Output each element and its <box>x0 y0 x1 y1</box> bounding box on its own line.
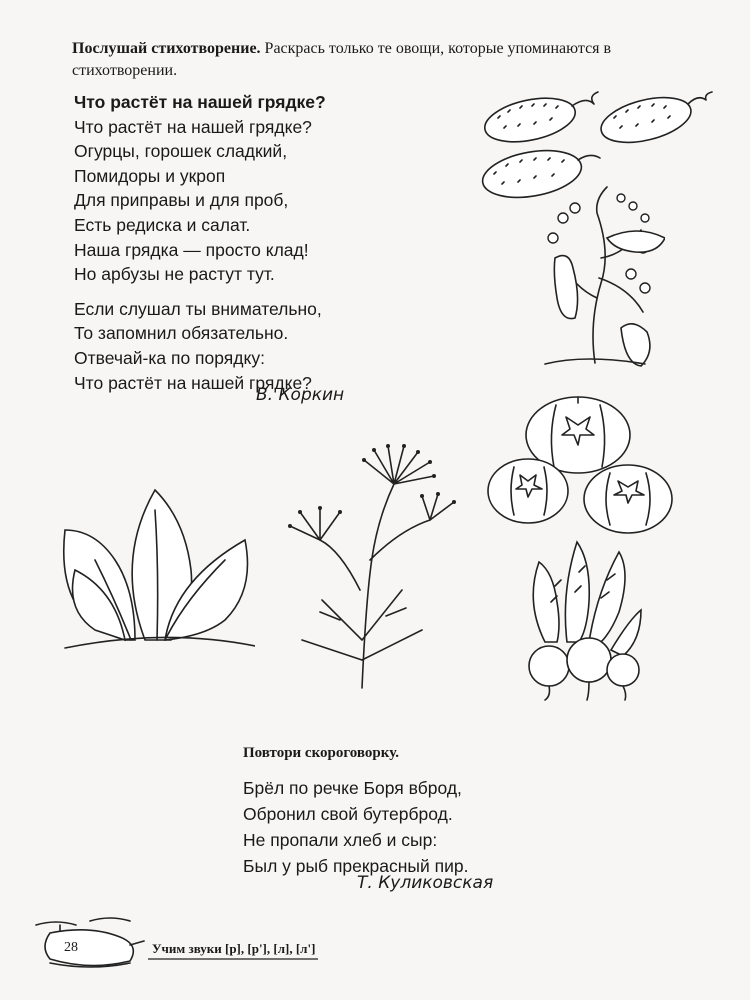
instruction-bold: Послушай стихотворение. <box>72 40 261 57</box>
lettuce-illustration <box>55 470 255 670</box>
dill-illustration <box>270 440 470 690</box>
poem-line: Отвечай-ка по порядку: <box>74 347 265 368</box>
poem-line: Для приправы и для проб, <box>74 190 289 211</box>
poem-line: Помидоры и укроп <box>74 165 226 186</box>
poem-author: В. Коркин <box>256 385 345 405</box>
tongue-twister-author: Т. Куликовская <box>357 873 494 893</box>
tongue-twister-line: Был у рыб прекрасный пир. <box>243 856 469 876</box>
poem-title: Что растёт на нашей грядке? <box>74 92 326 112</box>
poem-line: То запомнил обязательно. <box>74 323 289 344</box>
cucumber <box>597 89 712 150</box>
tongue-twister-line: Обронил свой бутерброд. <box>243 804 453 824</box>
tomato <box>584 465 672 533</box>
poem-line: Но арбузы не растут тут. <box>74 264 275 285</box>
tongue-twister-line: Брёл по речке Боря вброд, <box>243 778 462 798</box>
cucumber <box>481 91 598 149</box>
instruction <box>72 38 712 82</box>
peas-illustration <box>525 178 665 368</box>
radishes-illustration <box>515 532 645 702</box>
tongue-twister-heading: Повтори скороговорку. <box>243 745 399 761</box>
instruction-text: Раскрась только те овощи, которые упоминаются в стихотворении. <box>72 40 612 79</box>
poem-line: Есть редиска и салат. <box>74 214 251 235</box>
footer-underline <box>148 957 318 961</box>
poem-line: Огурцы, горошек сладкий, <box>74 141 288 162</box>
poem-line: Если слушал ты внимательно, <box>74 298 322 319</box>
poem-line: Что растёт на нашей грядке? <box>74 116 312 137</box>
page-number: 28 <box>64 940 78 955</box>
poem <box>74 90 394 395</box>
tomato <box>488 459 568 523</box>
tomatoes-illustration <box>486 395 686 540</box>
footer-text: Учим звуки [р], [р'], [л], [л'] <box>152 941 316 956</box>
helicopter-icon <box>30 915 150 975</box>
poem-line: Наша грядка — просто клад! <box>74 239 309 260</box>
poem-line: Что растёт на нашей грядке? <box>74 372 312 393</box>
tongue-twister-line: Не пропали хлеб и сыр: <box>243 830 438 850</box>
tongue-twister <box>243 775 468 879</box>
